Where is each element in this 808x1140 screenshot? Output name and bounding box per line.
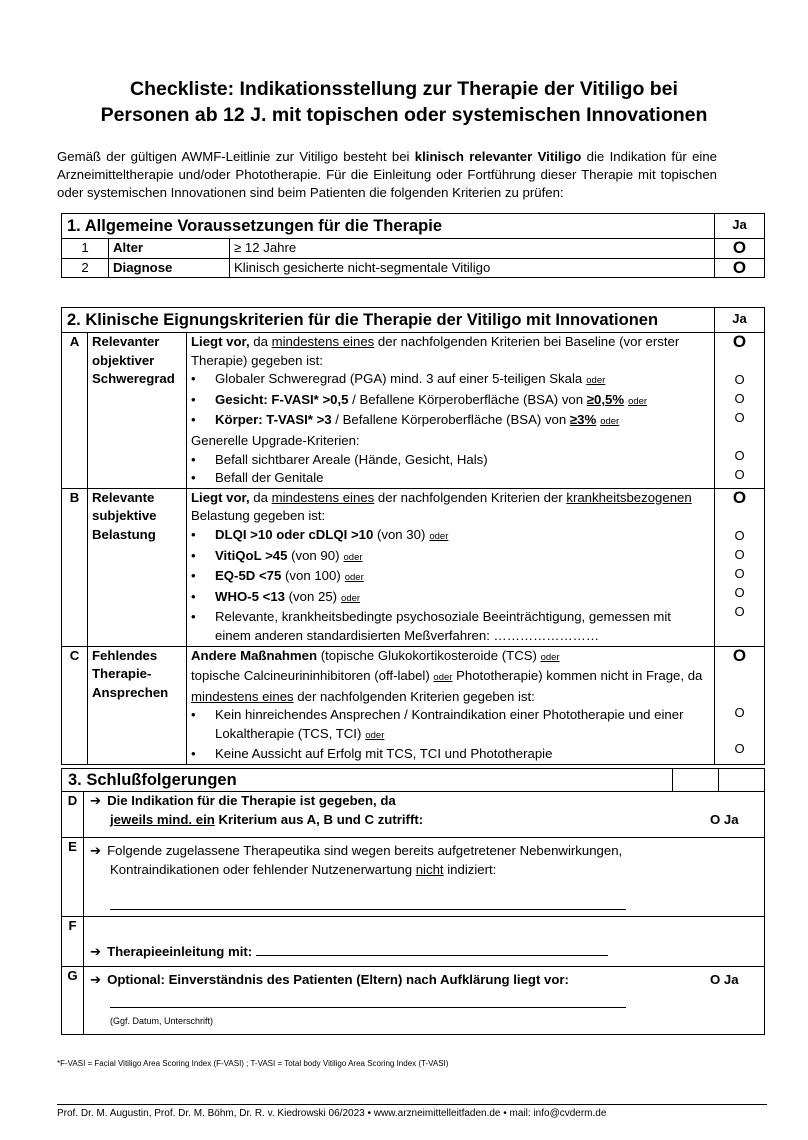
checkbox-diagnose[interactable]: O: [715, 258, 765, 278]
b-bullet-vitiqol: • VitiQoL >45 (von 90) oder: [191, 547, 363, 563]
b-bullet-dlqi: • DLQI >10 oder cDLQI >10 (von 30) oder: [191, 526, 449, 542]
g-label: Optional: Einverständnis des Patienten (Eltern) nach Aufklärung liegt vor:: [107, 971, 569, 987]
checkbox-alter[interactable]: O: [715, 239, 765, 259]
b-intro-text-3: Belastung gegeben ist:: [191, 508, 326, 524]
oder-label: oder: [433, 672, 453, 684]
b-bullet-text: (von 25): [285, 588, 338, 604]
intro-text-1: Gemäß der gültigen AWMF-Leitlinie zur Vitiligo besteht bei: [57, 149, 415, 164]
section2-ja-header: Ja: [715, 308, 765, 333]
b-intro-underline: mindestens eines: [271, 489, 375, 505]
a-bullet-text: / Befallene Körperoberfläche (BSA) von: [331, 412, 570, 428]
row-label-diagnose: Diagnose: [109, 258, 230, 278]
b-bullet-bold: EQ-5D <75: [215, 568, 282, 584]
checkbox-a-main[interactable]: O: [732, 332, 747, 351]
c-intro-text: (topische Glukokortikosteroide (TCS): [317, 647, 541, 663]
section3-header-cell: [673, 769, 719, 792]
footer: Prof. Dr. M. Augustin, Prof. Dr. M. Böhm, Dr. R. v. Kiedrowski 06/2023 • www.arzneimittelleitfaden.de • mail: info@cvderm.de: [57, 1108, 607, 1119]
criterion-label-c: Fehlendes Therapie-Ansprechen: [88, 646, 187, 765]
f-fill-line[interactable]: [256, 955, 608, 956]
row-label-alter: Alter: [109, 239, 230, 259]
criterion-body-a: [187, 333, 715, 489]
e-line-2-underline: nicht: [415, 861, 444, 877]
checkbox-b-dlqi[interactable]: O: [734, 527, 745, 543]
section2-table: [61, 307, 765, 765]
checkbox-c-success[interactable]: O: [734, 740, 745, 756]
criterion-body-b: [187, 488, 715, 646]
a-bullet-pct: ≥0,5%: [586, 391, 625, 407]
c-intro-underline: mindestens eines: [191, 688, 294, 704]
c-intro-text-3: Phototherapie) kommen nicht in Frage, da: [452, 668, 703, 684]
a-bullet-body: • Körper: T-VASI* >3 / Befallene Körperoberfläche (BSA) von ≥3% oder: [191, 412, 620, 428]
a-bullet-face: • Gesicht: F-VASI* >0,5 / Befallene Körperoberfläche (BSA) von ≥0,5% oder: [191, 391, 648, 407]
checkbox-column-b: [715, 488, 765, 646]
oder-label: oder: [343, 551, 363, 563]
row-number: 2: [62, 258, 109, 278]
a-upgrade-heading: Generelle Upgrade-Kriterien:: [191, 432, 360, 448]
e-line-1: Folgende zugelassene Therapeutika sind wegen bereits aufgetretener Nebenwirkungen,: [107, 843, 623, 858]
arrow-icon: ➔: [90, 944, 102, 960]
b-bullet-eq5d: • EQ-5D <75 (von 100) oder: [191, 568, 364, 584]
a-bullet-text: Befall der Genitale: [215, 470, 324, 486]
footer-divider: [57, 1104, 767, 1105]
a-bullet-bold: Körper: T-VASI* >3: [215, 412, 332, 428]
criterion-letter-c: C: [62, 646, 88, 765]
g-signature-line[interactable]: [110, 1007, 626, 1008]
intro-bold: klinisch relevanter Vitiligo: [414, 149, 582, 164]
title-line-1: Checkliste: Indikationsstellung zur Therapie der Vitiligo bei: [130, 78, 678, 100]
checkbox-c-response[interactable]: O: [734, 704, 745, 720]
b-bullet-text: (von 90): [287, 547, 340, 563]
section1-title: 1. Allgemeine Voraussetzungen für die Therapie: [62, 214, 715, 239]
oder-label: oder: [341, 592, 361, 604]
e-line-2-a: Kontraindikationen oder fehlender Nutzenerwartung: [110, 861, 416, 877]
checkbox-column-c: [715, 646, 765, 765]
criterion-label-b: Relevante subjektive Belastung: [88, 488, 187, 646]
e-line-2-b: indiziert:: [443, 861, 497, 877]
oder-label: oder: [344, 572, 364, 584]
a-intro-bold: Liegt vor,: [191, 334, 250, 349]
conclusion-letter-e: E: [62, 838, 84, 917]
conclusion-letter-g: G: [62, 966, 84, 1034]
section3-title: 3. Schlußfolgerungen: [62, 769, 673, 792]
b-bullet-bold: VitiQoL >45: [215, 547, 288, 563]
arrow-icon: ➔: [90, 793, 102, 808]
d-ja-checkbox[interactable]: O Ja: [710, 812, 739, 827]
a-bullet-text: Befall sichtbarer Areale (Hände, Gesicht, Hals): [215, 451, 488, 467]
g-signature-hint: (Ggf. Datum, Unterschrift): [110, 1015, 214, 1026]
conclusion-letter-f: F: [62, 916, 84, 966]
checkbox-b-who5[interactable]: O: [734, 584, 745, 600]
page-title: [40, 76, 768, 128]
conclusion-e: [84, 838, 765, 917]
c-bullet-text: Kein hinreichendes Ansprechen / Kontraindikation einer Phototherapie und einer Lokaltherapie (TCS, TCI): [215, 707, 684, 741]
section1-ja-header: Ja: [715, 214, 765, 239]
a-intro-text-2: der nachfolgenden Kriterien bei Baseline (vor erster Therapie) gegeben ist:: [191, 334, 680, 368]
intro-paragraph: [57, 148, 717, 203]
c-intro-bold: Andere Maßnahmen: [191, 647, 318, 663]
section3-header-cell: [719, 769, 765, 792]
row-value-alter: ≥ 12 Jahre: [230, 239, 715, 259]
b-bullet-text: (von 30): [373, 526, 426, 542]
checkbox-a-face[interactable]: O: [734, 391, 745, 406]
section2-title: 2. Klinische Eignungskriterien für die Therapie der Vitiligo mit Innovationen: [62, 308, 715, 333]
checkbox-a-pga[interactable]: O: [734, 372, 745, 387]
intro-text-2: die Indikation für eine Arzneimitteltherapie und/oder Phototherapie. Für die Einleitung oder Fortführung dieser Therapie mit topischen oder systemischen Innovationen sind beim Patienten die folgenden Kriterien zu prüfen:: [57, 149, 718, 201]
d-line-1: Die Indikation für die Therapie ist gegeben, da: [107, 793, 396, 808]
title-line-2: Personen ab 12 J. mit topischen oder systemischen Innovationen: [100, 104, 708, 126]
b-intro-underline-2: krankheitsbezogenen: [566, 489, 692, 505]
oder-label: oder: [600, 416, 620, 428]
b-intro-text: da: [249, 489, 272, 505]
a-bullet-pga: • Globaler Schweregrad (PGA) mind. 3 auf einer 5-teiligen Skala oder: [191, 371, 606, 387]
c-bullet-success: • Keine Aussicht auf Erfolg mit TCS, TCI und Phototherapie: [191, 745, 710, 764]
d-line-2: Kriterium aus A, B und C zutrifft:: [214, 811, 424, 827]
oder-label: oder: [628, 395, 648, 407]
checkbox-b-vitiqol[interactable]: O: [734, 546, 745, 562]
a-bullet-pct: ≥3%: [569, 412, 597, 428]
a-bullet-areas: • Befall sichtbarer Areale (Hände, Gesicht, Hals): [191, 451, 710, 470]
oder-label: oder: [365, 729, 385, 741]
arrow-icon: ➔: [90, 843, 102, 858]
arrow-icon: ➔: [90, 971, 102, 987]
b-bullet-bold: WHO-5 <13: [215, 588, 285, 604]
conclusion-letter-d: D: [62, 792, 84, 838]
a-bullet-bold: Gesicht: F-VASI* >0,5: [215, 391, 349, 407]
checkbox-b-main[interactable]: O: [732, 487, 747, 507]
checkbox-a-areas[interactable]: O: [734, 448, 745, 463]
checkbox-a-genitals[interactable]: O: [734, 467, 745, 482]
checkbox-b-other[interactable]: O: [734, 603, 745, 619]
a-intro-text: da: [249, 334, 272, 349]
checkbox-c-main[interactable]: O: [732, 645, 747, 665]
a-bullet-text: / Befallene Körperoberfläche (BSA) von: [348, 391, 587, 407]
checkbox-b-eq5d[interactable]: O: [734, 565, 745, 581]
oder-label: oder: [540, 651, 560, 663]
c-bullet-text: Keine Aussicht auf Erfolg mit TCS, TCI und Phototherapie: [215, 746, 553, 762]
conclusion-f: [84, 916, 765, 966]
a-intro-underline: mindestens eines: [271, 334, 375, 349]
criterion-letter-a: A: [62, 333, 88, 489]
conclusion-d: [84, 792, 765, 838]
footnote: *F-VASI = Facial Vitiligo Area Scoring Index (F-VASI) ; T-VASI = Total body Vitiligo Area Scoring Index (T-VASI): [57, 1059, 449, 1068]
oder-label: oder: [429, 530, 449, 542]
d-line-2-underline: jeweils mind. ein: [110, 811, 215, 827]
criterion-label-a: Relevanter objektiver Schweregrad: [88, 333, 187, 489]
section3-table: [61, 768, 765, 1035]
c-bullet-response: • Kein hinreichendes Ansprechen / Kontraindikation einer Phototherapie und einer Lokaltherapie (TCS, TCI) oder: [191, 707, 684, 741]
b-bullet-text: Relevante, krankheitsbedingte psychosoziale Beeinträchtigung, gemessen mit einem anderen standardisierten Meßverfahren: ……………………: [215, 609, 671, 643]
c-intro-text-2: topische Calcineurininhibitoren (off-label): [191, 668, 434, 684]
oder-label: oder: [586, 375, 606, 387]
a-bullet-text: Globaler Schweregrad (PGA) mind. 3 auf einer 5-teiligen Skala: [215, 371, 583, 387]
row-number: 1: [62, 239, 109, 259]
criterion-body-c: [187, 646, 715, 765]
e-fill-line[interactable]: [110, 909, 626, 910]
section1-table: [61, 213, 765, 278]
checkbox-column-a: [715, 333, 765, 489]
b-bullet-bold: DLQI >10 oder cDLQI >10: [215, 526, 374, 542]
row-value-diagnose: Klinisch gesicherte nicht-segmentale Vitiligo: [230, 258, 715, 278]
c-intro-text-4: der nachfolgenden Kriterien gegeben ist:: [293, 688, 535, 704]
b-bullet-other: • Relevante, krankheitsbedingte psychosoziale Beeinträchtigung, gemessen mit einem anderen standardisierten Meßverfahren: ……………………: [191, 608, 710, 645]
b-bullet-who5: • WHO-5 <13 (von 25) oder: [191, 588, 361, 604]
checkbox-a-body[interactable]: O: [734, 410, 745, 425]
g-ja-checkbox[interactable]: O Ja: [710, 971, 739, 987]
f-label: Therapieeinleitung mit:: [107, 944, 253, 960]
b-bullet-text: (von 100): [281, 568, 341, 584]
b-intro-text-2: der nachfolgenden Kriterien der: [374, 489, 567, 505]
b-intro-bold: Liegt vor,: [191, 489, 250, 505]
criterion-letter-b: B: [62, 488, 88, 646]
conclusion-g: [84, 966, 765, 1034]
a-bullet-genitals: • Befall der Genitale: [191, 469, 710, 488]
